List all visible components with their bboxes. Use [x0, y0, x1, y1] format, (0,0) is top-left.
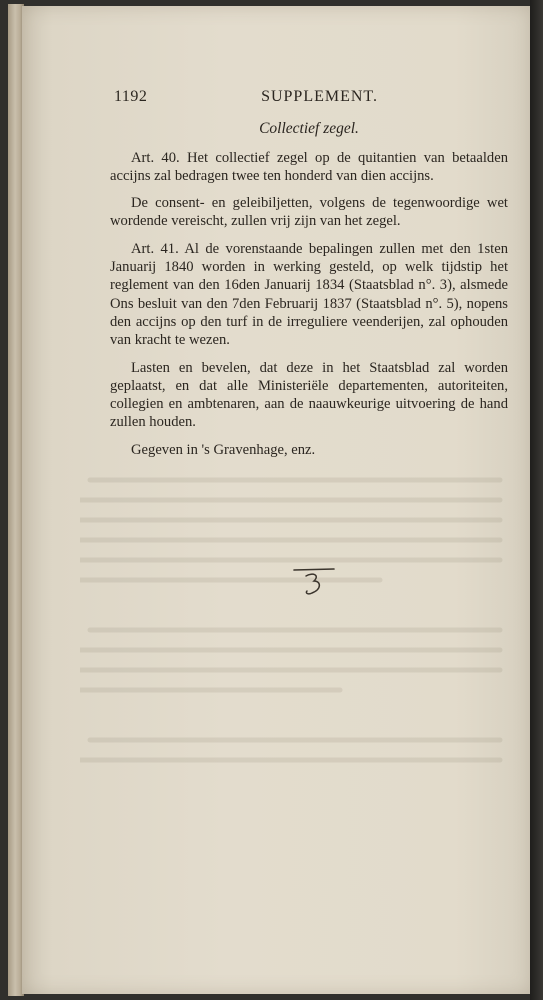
bleed-through-text: [80, 470, 510, 770]
running-title: SUPPLEMENT.: [261, 88, 378, 105]
page-number: 1192: [114, 88, 148, 105]
page-shadow-edge: [530, 0, 543, 1000]
paragraph-lasten: Lasten en bevelen, dat deze in het Staatsblad zal worden geplaatst, en dat alle Ministeriële departementen, autoriteiten, collegien en ambtenaren, aan de naauwkeurige uitvoering de hand zullen houden.: [110, 359, 508, 431]
paragraph-art-40: Art. 40. Het collectief zegel op de quitantien van betaalden accijns zal bedragen twee ten honderd van dien accijns.: [110, 149, 508, 184]
paragraph-consent: De consent- en geleibiljetten, volgens de tegenwoordige wet wordende vereischt, zullen vrij zijn van het zegel.: [110, 195, 508, 230]
document-body: [110, 88, 508, 468]
paragraph-art-41: Art. 41. Al de vorenstaande bepalingen zullen met den 1sten Januarij 1840 worden in werking gesteld, op welk tijdstip het reglement van den 16den Januarij 1834 (Staatsblad n°. 3), alsmede Ons besluit van den 7den Februarij 1837 (Staatsblad n°. 5), nopens den accijns op den turf in de irreguliere veenderijen, zal ophouden van kracht te wezen.: [110, 240, 508, 349]
section-title: Collectief zegel.: [259, 120, 359, 138]
paragraph-gegeven: Gegeven in 's Gravenhage, enz.: [131, 441, 316, 458]
handwritten-mark: [293, 566, 335, 598]
page-header: [110, 88, 508, 106]
